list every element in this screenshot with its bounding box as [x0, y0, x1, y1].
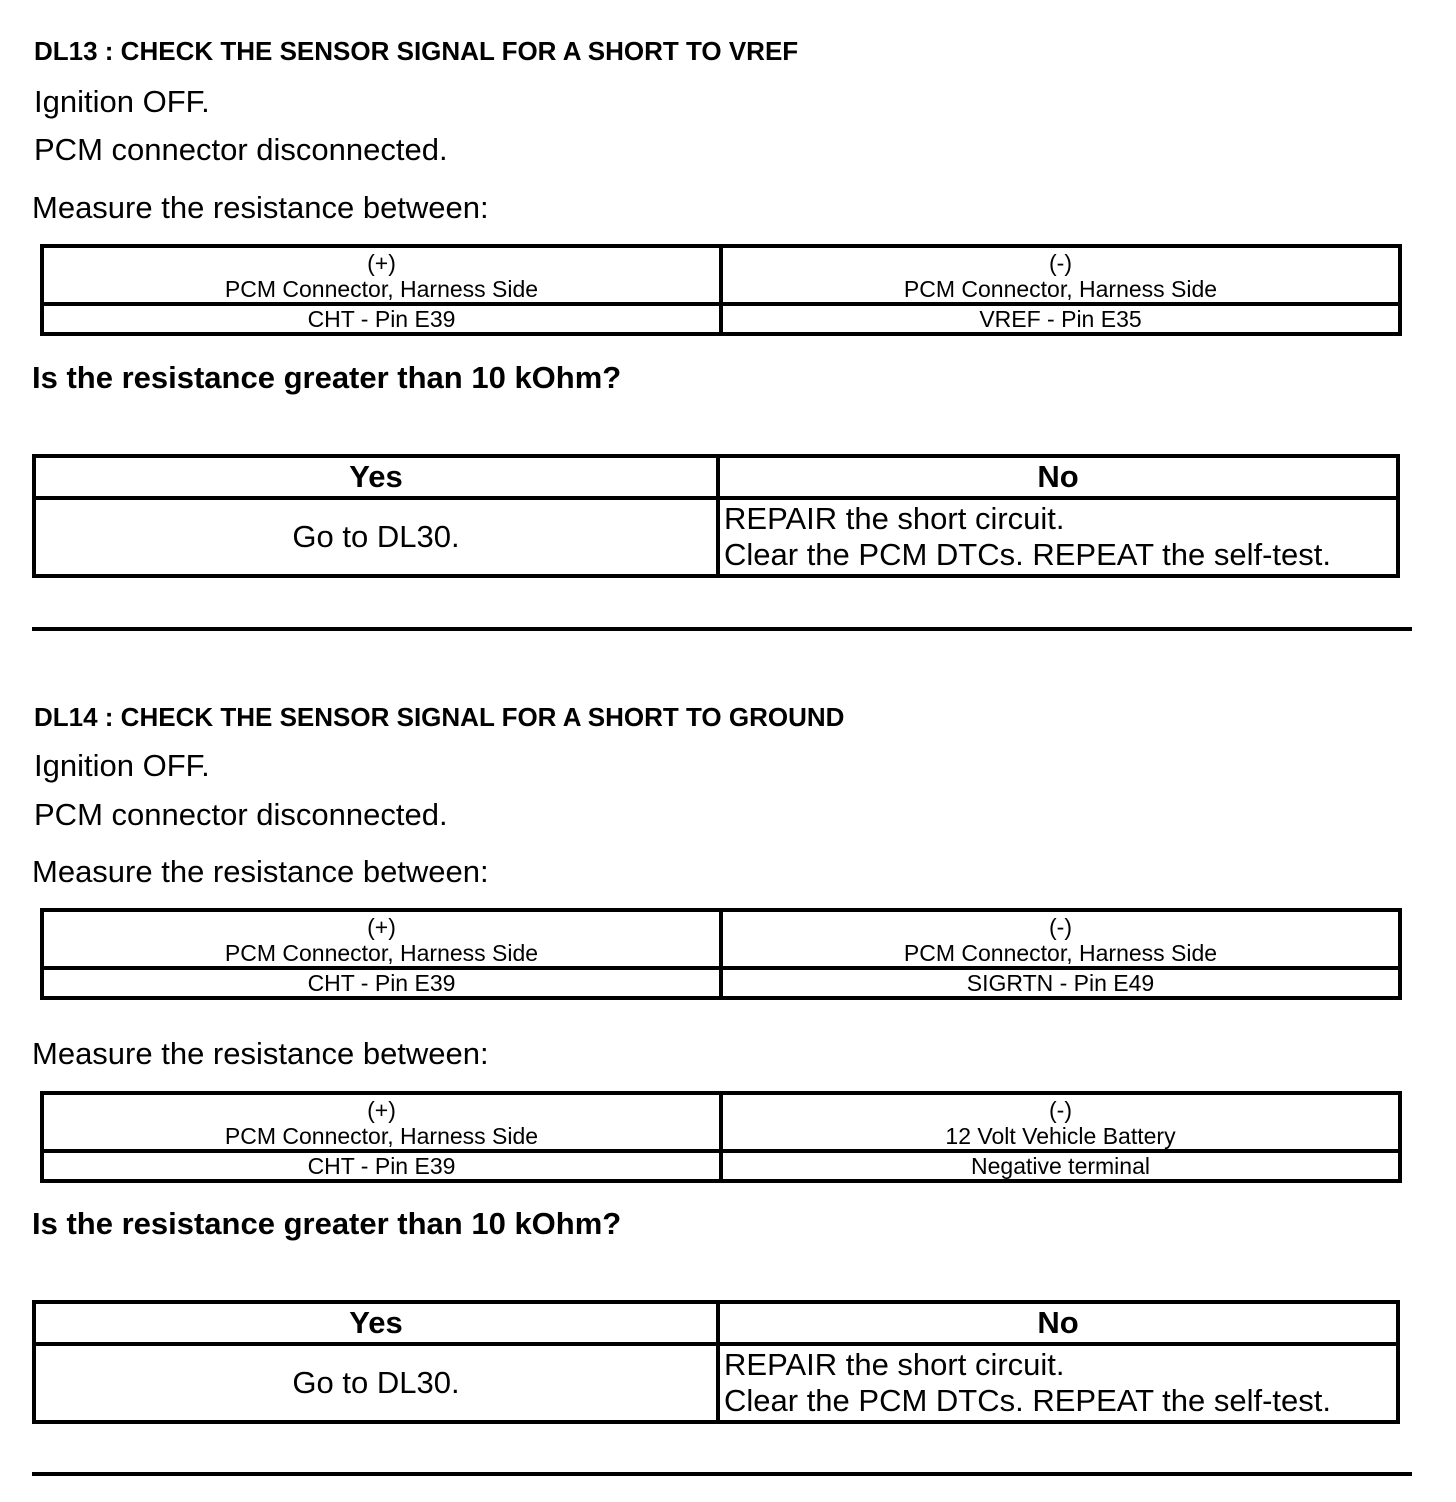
step-text: PCM connector disconnected. — [34, 797, 448, 832]
no-action-line: Clear the PCM DTCs. REPEAT the self-test. — [724, 537, 1331, 572]
decision-table — [32, 1300, 1400, 1424]
minus-symbol: (-) — [1049, 1097, 1072, 1123]
minus-location: PCM Connector, Harness Side — [903, 276, 1218, 302]
measure-instruction: Measure the resistance between: — [32, 1036, 489, 1071]
plus-location: PCM Connector, Harness Side — [224, 276, 539, 302]
question-text: Is the resistance greater than 10 kOhm? — [32, 1206, 622, 1241]
step-text: Ignition OFF. — [34, 748, 210, 783]
measure-instruction: Measure the resistance between: — [32, 854, 489, 889]
minus-symbol: (-) — [1049, 250, 1072, 276]
plus-symbol: (+) — [367, 914, 396, 940]
yes-action: Go to DL30. — [34, 1344, 718, 1422]
yes-header: Yes — [34, 1302, 718, 1344]
measurement-table — [40, 1091, 1402, 1183]
no-action-line: Clear the PCM DTCs. REPEAT the self-test. — [724, 1383, 1331, 1418]
plus-pin-value: CHT - Pin E39 — [42, 304, 721, 334]
measurement-table — [40, 244, 1402, 336]
no-action-line: REPAIR the short circuit. — [724, 1347, 1065, 1382]
minus-probe-header — [721, 246, 1400, 304]
minus-location: 12 Volt Vehicle Battery — [945, 1123, 1176, 1149]
minus-symbol: (-) — [1049, 914, 1072, 940]
plus-location: PCM Connector, Harness Side — [224, 1123, 539, 1149]
measurement-table — [40, 908, 1402, 1000]
section-divider — [32, 627, 1412, 631]
no-action — [718, 1344, 1398, 1422]
minus-pin-value: VREF - Pin E35 — [721, 304, 1400, 334]
minus-location: PCM Connector, Harness Side — [903, 940, 1218, 966]
section-heading: DL14 : CHECK THE SENSOR SIGNAL FOR A SHORT TO GROUND — [34, 702, 845, 732]
no-header: No — [718, 1302, 1398, 1344]
step-text: Ignition OFF. — [34, 84, 210, 119]
no-action-line: REPAIR the short circuit. — [724, 501, 1065, 536]
yes-header: Yes — [34, 456, 718, 498]
section-divider — [32, 1472, 1412, 1476]
plus-symbol: (+) — [367, 250, 396, 276]
minus-probe-header — [721, 910, 1400, 968]
measure-instruction: Measure the resistance between: — [32, 190, 489, 225]
plus-symbol: (+) — [367, 1097, 396, 1123]
plus-location: PCM Connector, Harness Side — [224, 940, 539, 966]
plus-pin-value: CHT - Pin E39 — [42, 968, 721, 998]
minus-pin-value: Negative terminal — [721, 1151, 1400, 1181]
plus-probe-header — [42, 246, 721, 304]
minus-probe-header — [721, 1093, 1400, 1151]
minus-pin-value: SIGRTN - Pin E49 — [721, 968, 1400, 998]
question-text: Is the resistance greater than 10 kOhm? — [32, 360, 622, 395]
section-heading: DL13 : CHECK THE SENSOR SIGNAL FOR A SHORT TO VREF — [34, 36, 799, 66]
yes-action: Go to DL30. — [34, 498, 718, 576]
plus-pin-value: CHT - Pin E39 — [42, 1151, 721, 1181]
no-action — [718, 498, 1398, 576]
no-header: No — [718, 456, 1398, 498]
plus-probe-header — [42, 1093, 721, 1151]
step-text: PCM connector disconnected. — [34, 132, 448, 167]
decision-table — [32, 454, 1400, 578]
plus-probe-header — [42, 910, 721, 968]
